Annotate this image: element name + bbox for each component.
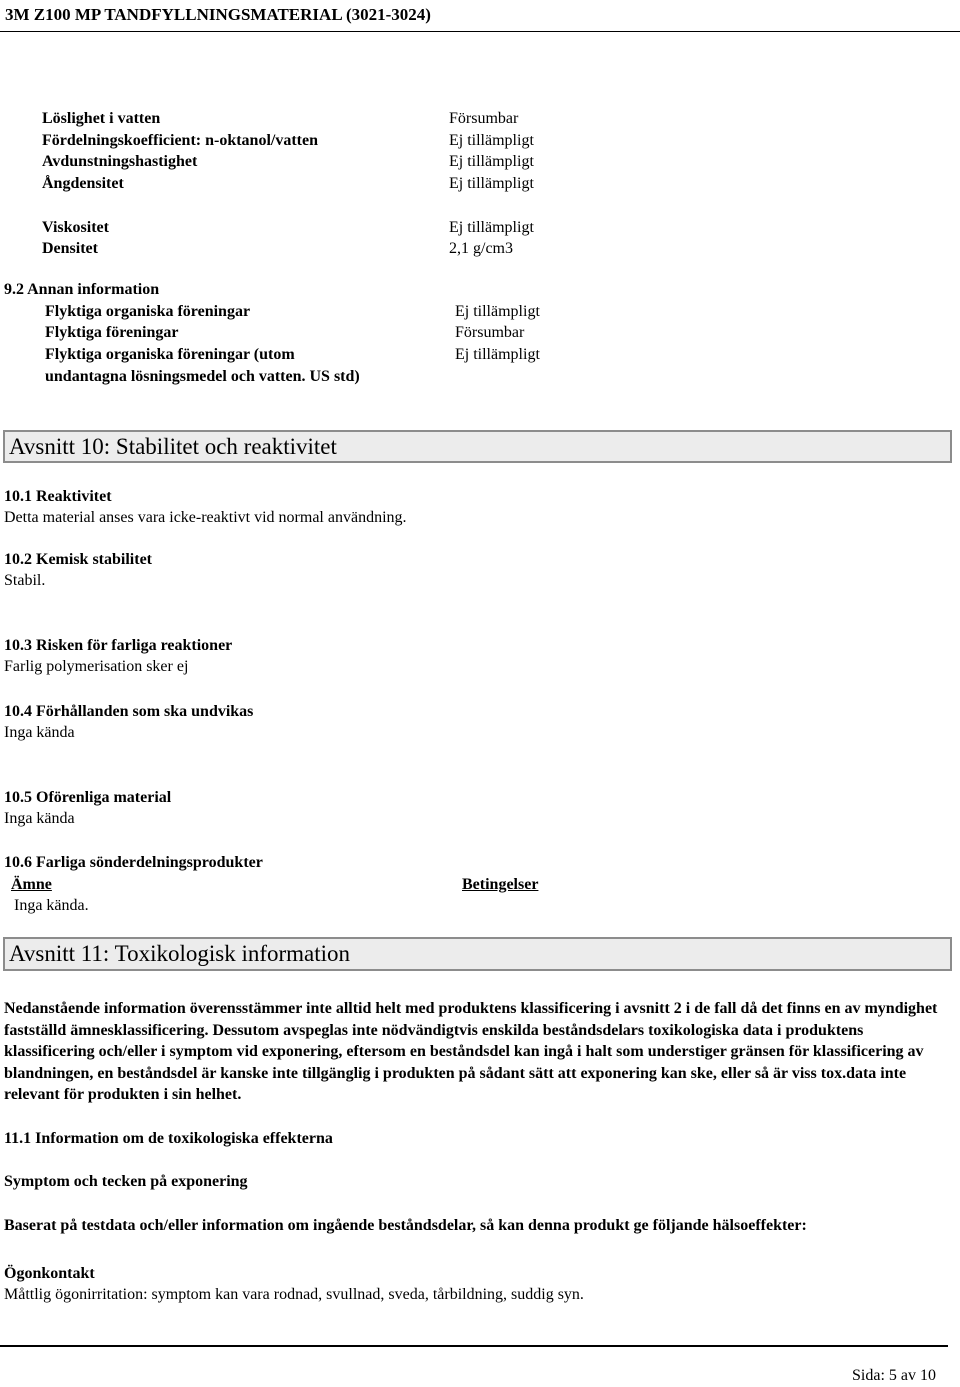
eye-contact-heading: Ögonkontakt	[4, 1265, 95, 1282]
subsection-10-4-text: Inga kända	[4, 724, 75, 741]
subsection-10-2-text: Stabil.	[4, 572, 46, 589]
property-label-viscosity: Viskositet	[42, 219, 109, 236]
subsection-10-3-text: Farlig polymerisation sker ej	[4, 658, 189, 675]
property-value-partition: Ej tillämpligt	[449, 132, 534, 149]
other-info-value-volatile: Försumbar	[455, 324, 525, 341]
column-header-substance: Ämne	[11, 876, 52, 893]
subsection-11-1-heading: 11.1 Information om de toxikologiska effekterna	[4, 1130, 333, 1147]
other-info-label-voc-excl: Flyktiga organiska föreningar (utom	[45, 346, 295, 363]
property-label-solubility: Löslighet i vatten	[42, 110, 161, 127]
subsection-10-5-text: Inga kända	[4, 810, 75, 827]
column-header-conditions: Betingelser	[462, 876, 539, 893]
based-on-text: Baserat på testdata och/eller information om ingående beståndsdelar, så kan denna produkt ge följande hälsoeffekter:	[4, 1217, 807, 1234]
section-11-title: Avsnitt 11: Toxikologisk information	[9, 941, 351, 966]
other-info-label-voc: Flyktiga organiska föreningar	[45, 303, 251, 320]
subsection-10-5-heading: 10.5 Oförenliga material	[4, 789, 172, 806]
section-10-title: Avsnitt 10: Stabilitet och reaktivitet	[9, 434, 337, 459]
property-value-vapor-density: Ej tillämpligt	[449, 175, 534, 192]
other-info-label-voc-excl-cont: undantagna lösningsmedel och vatten. US std)	[45, 368, 360, 385]
section-11-intro: Nedanstående information överensstämmer inte alltid helt med produktens klassificering i avsnitt 2 i de fall då det finns en av myndighet fastställd ämnesklassificering. Dessutom avspeglas inte nödvändigtvis enskilda beståndsdelars toxikologiska data i produktens klassificering och/eller i symptom vid exponering, eftersom en beståndsdel kan ingå i halt som understiger gränsen för klassificering av blandningen, en beståndsdel är kanske inte tillgänglig i produkten på sådant sätt att exponering kan ske, eller så är viss tox.data inte relevant för produkten i sin helhet.	[4, 1000, 938, 1104]
footer-divider	[0, 1345, 948, 1347]
property-label-vapor-density: Ångdensitet	[42, 175, 124, 192]
other-info-value-voc-excl: Ej tillämpligt	[455, 346, 540, 363]
other-info-value-voc: Ej tillämpligt	[455, 303, 540, 320]
property-label-density: Densitet	[42, 240, 98, 257]
eye-contact-text: Måttlig ögonirritation: symptom kan vara rodnad, svullnad, sveda, tårbildning, suddig syn.	[4, 1286, 584, 1303]
subsection-10-6-text: Inga kända.	[14, 897, 89, 914]
subsection-10-4-heading: 10.4 Förhållanden som ska undvikas	[4, 703, 254, 720]
property-value-evaporation: Ej tillämpligt	[449, 153, 534, 170]
property-value-solubility: Försumbar	[449, 110, 519, 127]
page-number: Sida: 5 av 10	[852, 1367, 936, 1384]
subsection-10-2-heading: 10.2 Kemisk stabilitet	[4, 551, 152, 568]
property-label-evaporation: Avdunstningshastighet	[42, 153, 198, 170]
property-value-density: 2,1 g/cm3	[449, 240, 513, 257]
other-info-heading: 9.2 Annan information	[4, 281, 160, 298]
property-label-partition: Fördelningskoefficient: n-oktanol/vatten	[42, 132, 318, 149]
property-value-viscosity: Ej tillämpligt	[449, 219, 534, 236]
subsection-10-1-text: Detta material anses vara icke-reaktivt vid normal användning.	[4, 509, 407, 526]
document-title: 3M Z100 MP TANDFYLLNINGSMATERIAL (3021-3024)	[5, 5, 431, 24]
subsection-10-1-heading: 10.1 Reaktivitet	[4, 488, 112, 505]
subsection-10-3-heading: 10.3 Risken för farliga reaktioner	[4, 637, 233, 654]
other-info-label-volatile: Flyktiga föreningar	[45, 324, 179, 341]
subsection-10-6-heading: 10.6 Farliga sönderdelningsprodukter	[4, 854, 263, 871]
symptoms-heading: Symptom och tecken på exponering	[4, 1173, 248, 1190]
